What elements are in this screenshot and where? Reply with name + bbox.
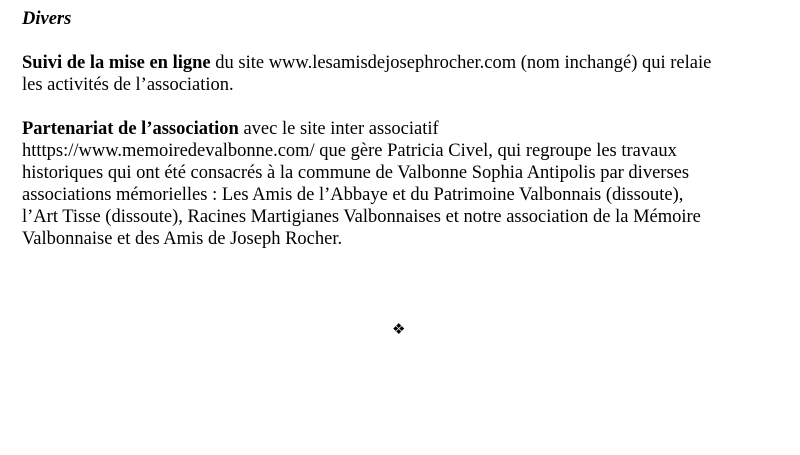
- section-heading: Divers: [22, 9, 72, 29]
- paragraph-partnership-line-6: Valbonnaise et des Amis de Joseph Rocher.: [22, 229, 343, 249]
- paragraph-partnership-line-2: htttps://www.memoiredevalbonne.com/ que gère Patricia Civel, qui regroupe les travaux: [22, 141, 677, 161]
- paragraph-website-lead: Suivi de la mise en ligne: [22, 53, 211, 73]
- paragraph-website: [22, 52, 782, 96]
- paragraph-website-line-1: [22, 52, 782, 74]
- paragraph-partnership-line-4: associations mémorielles : Les Amis de l’Abbaye et du Patrimoine Valbonnais (dissoute),: [22, 185, 684, 205]
- paragraph-partnership-line-3: historiques qui ont été consacrés à la commune de Valbonne Sophia Antipolis par diverses: [22, 163, 690, 183]
- spacer: [22, 30, 782, 52]
- document-page: [22, 8, 782, 250]
- paragraph-partnership-text: avec le site inter associatif: [238, 119, 439, 139]
- paragraph-partnership: [22, 118, 782, 250]
- paragraph-partnership-line-1: [22, 118, 782, 140]
- paragraph-partnership-line-5: l’Art Tisse (dissoute), Racines Martigianes Valbonnaises et notre association de la Mémoire: [22, 207, 701, 227]
- paragraph-website-text: du site www.lesamisdejosephrocher.com (nom inchangé) qui relaie: [210, 53, 712, 73]
- paragraph-partnership-lead: Partenariat de l’association: [22, 119, 239, 139]
- ornament-diamond-icon: ❖: [392, 320, 406, 338]
- paragraph-website-line-2: les activités de l’association.: [22, 75, 234, 95]
- spacer: [22, 96, 782, 118]
